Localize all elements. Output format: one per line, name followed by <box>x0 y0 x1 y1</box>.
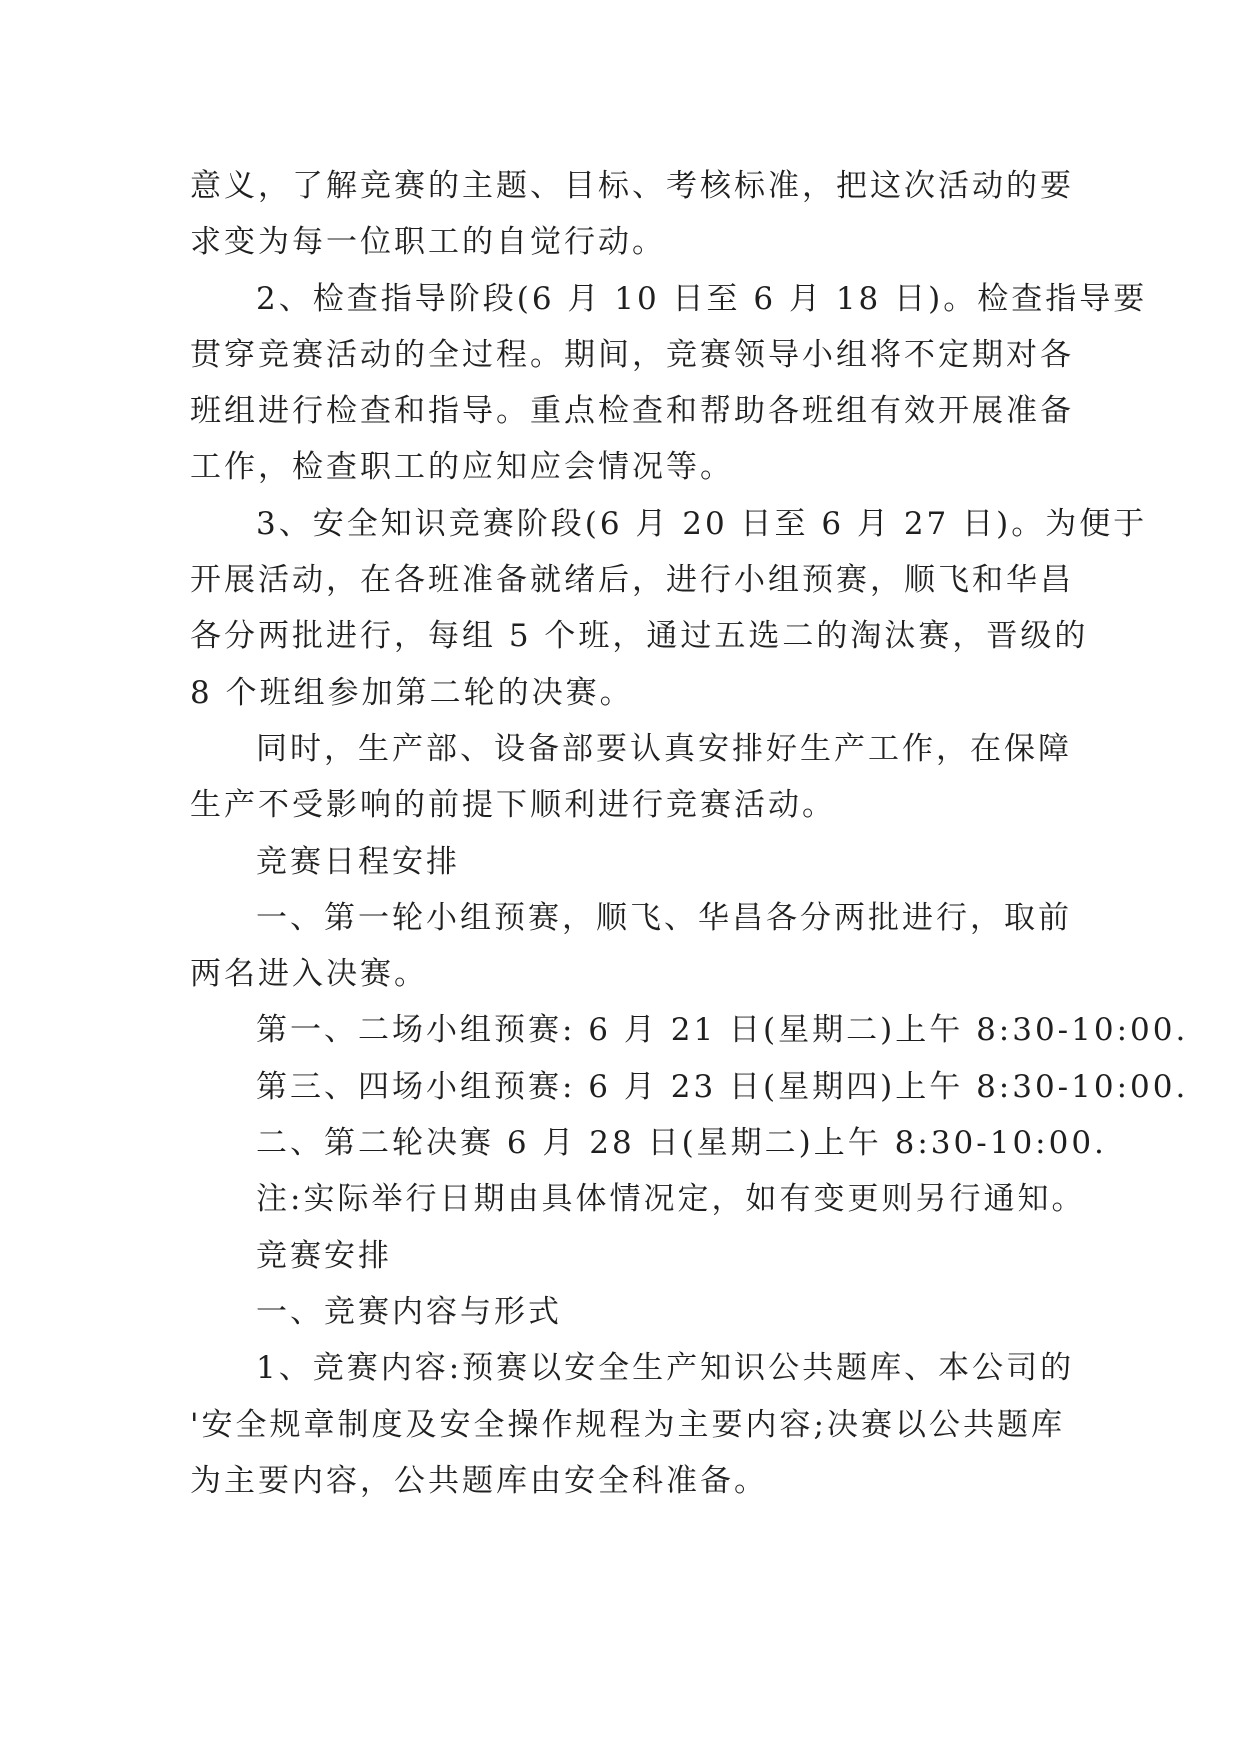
text-line: 同时，生产部、设备部要认真安排好生产工作，在保障 <box>256 730 1072 767</box>
text-line: 一、竞赛内容与形式 <box>256 1293 562 1330</box>
text-line: 班组进行检查和指导。重点检查和帮助各班组有效开展准备 <box>190 393 1074 430</box>
text-line: '安全规章制度及安全操作规程为主要内容;决赛以公共题库 <box>190 1406 1065 1443</box>
text-line: 两名进入决赛。 <box>190 956 428 993</box>
text-line: 求变为每一位职工的自觉行动。 <box>190 224 666 261</box>
text-line: 第三、四场小组预赛: 6 月 23 日(星期四)上午 8:30-10:00. <box>256 1068 1189 1105</box>
text-line: 开展活动，在各班准备就绪后，进行小组预赛，顺飞和华昌 <box>190 562 1074 599</box>
text-line: 8 个班组参加第二轮的决赛。 <box>190 674 634 711</box>
text-line: 意义，了解竞赛的主题、目标、考核标准，把这次活动的要 <box>190 168 1074 204</box>
text-line: 1、竞赛内容:预赛以安全生产知识公共题库、本公司的 <box>256 1350 1075 1387</box>
text-line: 第一、二场小组预赛: 6 月 21 日(星期二)上午 8:30-10:00. <box>256 1012 1189 1049</box>
text-line: 各分两批进行，每组 5 个班，通过五选二的淘汰赛，晋级的 <box>190 618 1089 655</box>
text-line: 注:实际举行日期由具体情况定，如有变更则另行通知。 <box>256 1181 1086 1218</box>
text-line: 贯穿竞赛活动的全过程。期间，竞赛领导小组将不定期对各 <box>190 336 1074 373</box>
text-line: 二、第二轮决赛 6 月 28 日(星期二)上午 8:30-10:00. <box>256 1125 1107 1162</box>
text-line: 为主要内容，公共题库由安全科准备。 <box>190 1462 768 1499</box>
text-line: 工作，检查职工的应知应会情况等。 <box>190 449 734 486</box>
text-line: 3、安全知识竞赛阶段(6 月 20 日至 6 月 27 日)。为便于 <box>256 505 1148 542</box>
text-line: 竞赛日程安排 <box>256 843 460 880</box>
text-line: 生产不受影响的前提下顺利进行竞赛活动。 <box>190 787 836 824</box>
text-line: 竞赛安排 <box>256 1237 392 1274</box>
document-body <box>190 158 1189 1509</box>
text-line: 2、检查指导阶段(6 月 10 日至 6 月 18 日)。检查指导要 <box>256 280 1148 317</box>
text-line: 一、第一轮小组预赛，顺飞、华昌各分两批进行，取前 <box>256 899 1072 936</box>
